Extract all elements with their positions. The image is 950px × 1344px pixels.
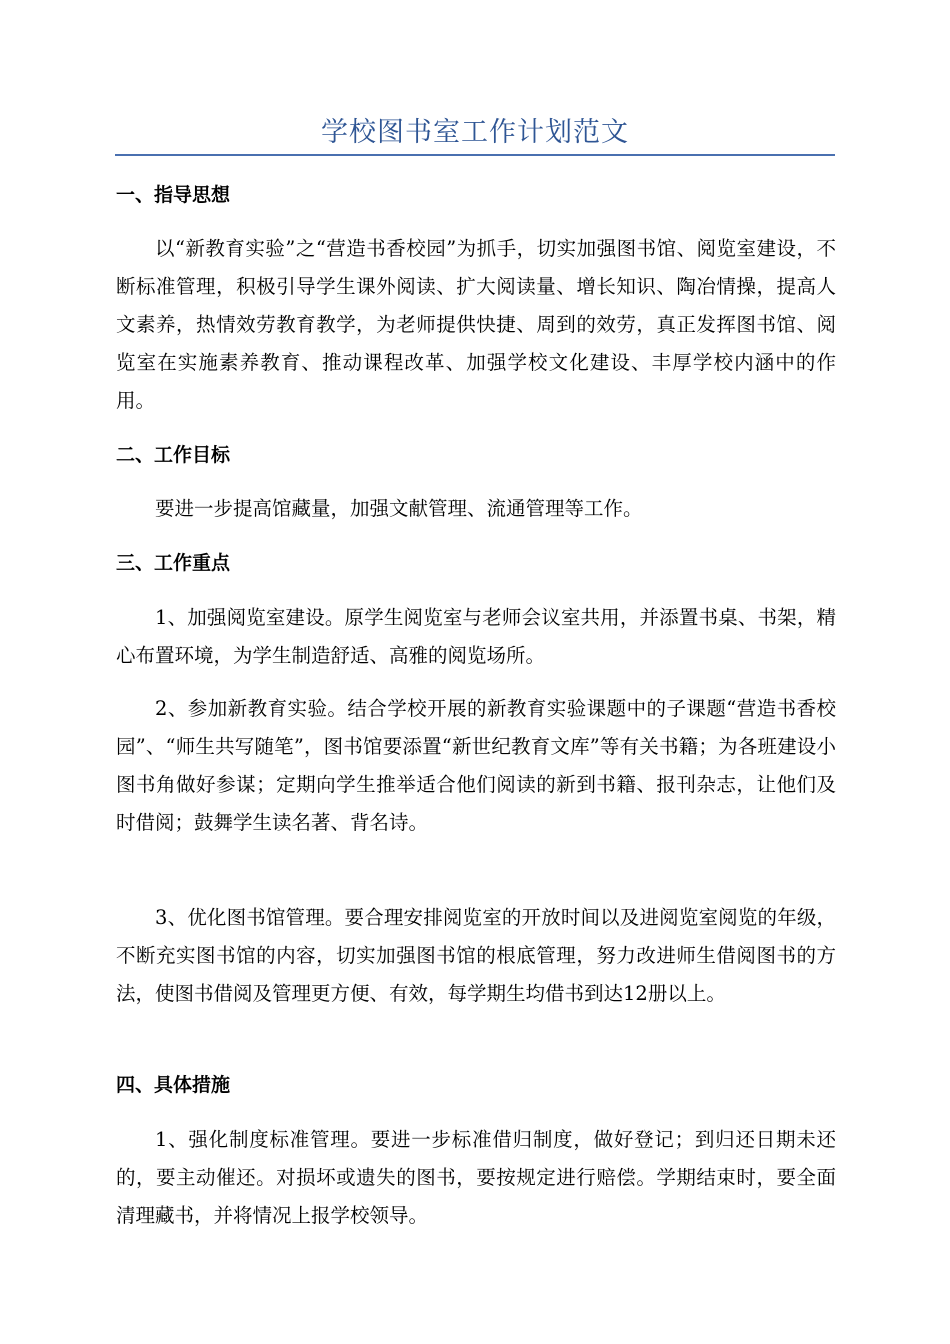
paragraph-focus-reading-room: 1、加强阅览室建设。原学生阅览室与老师会议室共用，并添置书桌、书架，精心布置环境，为学生制造舒适、高雅的阅览场所。	[116, 606, 836, 667]
paragraph-guiding-ideology: 以“新教育实验”之“营造书香校园”为抓手，切实加强图书馆、阅览室建设，不断标准管理，积极引导学生课外阅读、扩大阅读量、增长知识、陶冶情操，提高人文素养，热情效劳教育教学，为老师提供快捷、周到的效劳，真正发挥图书馆、阅览室在实施素养教育、推动课程改革、加强学校文化建设、丰厚学校内涵中的作用。	[116, 237, 836, 412]
title-underline	[115, 154, 835, 156]
section-heading-specific-measures: 四、具体措施	[116, 1074, 231, 1096]
section-heading-work-focus: 三、工作重点	[116, 552, 231, 574]
document-title: 学校图书室工作计划范文	[321, 117, 629, 148]
paragraph-focus-library-management: 3、优化图书馆管理。要合理安排阅览室的开放时间以及进阅览室阅览的年级，不断充实图书馆的内容，切实加强图书馆的根底管理，努力改进师生借阅图书的方法，使图书借阅及管理更方便、有效，每学期生均借书到达12册以上。	[116, 906, 836, 1005]
paragraph-work-goals: 要进一步提高馆藏量，加强文献管理、流通管理等工作。	[155, 497, 643, 520]
section-heading-guiding-ideology: 一、指导思想	[116, 184, 231, 206]
paragraph-measures-regulations: 1、强化制度标准管理。要进一步标准借归制度，做好登记；到归还日期未还的，要主动催还。对损坏或遗失的图书，要按规定进行赔偿。学期结束时，要全面清理藏书，并将情况上报学校领导。	[116, 1128, 836, 1227]
paragraph-focus-new-education: 2、参加新教育实验。结合学校开展的新教育实验课题中的子课题“营造书香校园”、“师生共写随笔”，图书馆要添置“新世纪教育文库”等有关书籍；为各班建设小图书角做好参谋；定期向学生推举适合他们阅读的新到书籍、报刊杂志，让他们及时借阅；鼓舞学生读名著、背名诗。	[116, 697, 836, 834]
section-heading-work-goals: 二、工作目标	[116, 444, 231, 466]
